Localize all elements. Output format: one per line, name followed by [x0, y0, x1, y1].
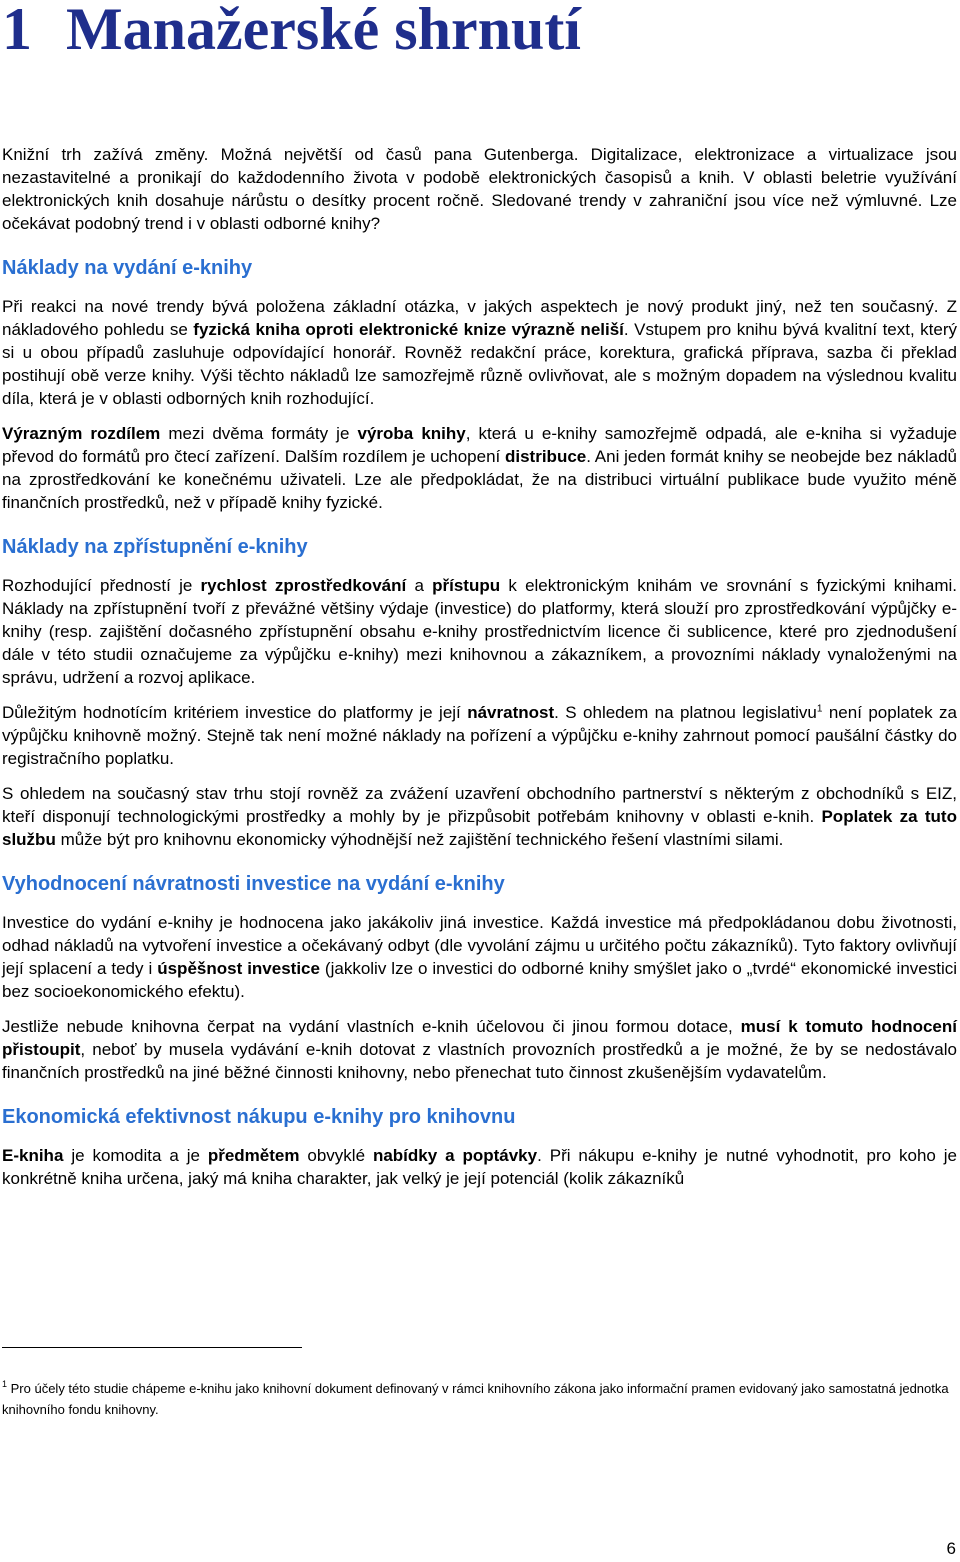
- chapter-title-text: Manažerské shrnutí: [66, 0, 581, 62]
- section-heading: Náklady na vydání e-knihy: [2, 257, 253, 279]
- bold-run: fyzická kniha oproti elektronické knize výrazně neliší: [193, 320, 624, 339]
- section-heading: Ekonomická efektivnost nákupu e-knihy pro knihovnu: [2, 1106, 516, 1128]
- text-run: k elektronickým knihám ve srovnání s fyzickými knihami. Náklady na zpřístupnění tvoří z převážné většiny výdaje (investice) do platformy, která slouží pro zprostředkování výpůjčky e-knihy (resp. zajištění dočasného zpřístupnění obsahu e-knihy prostřednictvím licence či sublicence, které pro zjednodušení dále v této studii označujeme za výpůjčku e-knihy) mezi knihovnou a zákazníkem, a provozními náklady vynaloženými na správu, udržení a rozvoj aplikace.: [2, 576, 957, 687]
- intro-paragraph: Knižní trh zažívá změny. Možná největší od časů pana Gutenberga. Digitalizace, elektronizace a virtualizace jsou nezastavitelné a pronikají do každodenního života v podobě elektronických časopisů a knih. V oblasti beletrie využívání elektronických knih dosahuje nárůstu o desítky procent ročně. Sledované trendy v zahraniční jsou více než výmluvné. Lze očekávat podobný trend i v oblasti odborné knihy?: [2, 145, 957, 233]
- text-run: Při reakci na nové trendy bývá položena základní otázka, v jakých aspektech je nový produkt jiný, než ten současný. Z nákladového pohledu se: [2, 297, 957, 339]
- footnote-reference[interactable]: 1: [816, 703, 823, 715]
- text-run: je komodita a je: [63, 1146, 208, 1165]
- paragraph: [2, 295, 957, 410]
- text-run: . S ohledem na platnou legislativu: [554, 703, 817, 722]
- paragraph: [2, 782, 957, 851]
- document-body: [2, 143, 957, 1202]
- text-run: obvyklé: [299, 1146, 373, 1165]
- bold-run: návratnost: [467, 703, 555, 722]
- bold-run: E-kniha: [2, 1146, 64, 1165]
- text-run: . Vstupem pro knihu bývá kvalitní text, který si u obou případů zasluhuje odpovídající honorář. Rovněž redakční práce, korektura, grafická příprava, sazba či překlad postihují obě verze knihy. Výši těchto nákladů lze samozřejmě různě ovlivňovat, ale s možným dopadem na výslednou kvalitu díla, která je v oblasti odborných knih rozhodující.: [2, 320, 957, 408]
- text-run: Rozhodující předností je: [2, 576, 201, 595]
- footnote-text: Pro účely této studie chápeme e-knihu jako knihovní dokument definovaný v rámci knihovního zákona jako informační pramen evidovaný jako samostatná jednotka knihovního fondu knihovny.: [2, 1381, 949, 1417]
- text-run: . Při nákupu e-knihy je nutné vyhodnotit, pro koho je konkrétně kniha určena, jaký má kniha charakter, jak velký je její potenciál (kolik zákazníků: [2, 1146, 958, 1188]
- paragraph: [2, 422, 957, 514]
- text-run: mezi dvěma formáty je: [160, 424, 358, 443]
- text-run: , neboť by musela vydávání e-knih dotovat z vlastních provozních prostředků a je možné, že by se nedostávalo finančních prostředků na jiné běžné činnosti knihovny, nebo přenechat tuto činnost zkušenějším vydavatelům.: [2, 1040, 957, 1082]
- text-run: může být pro knihovnu ekonomicky výhodnější než zajištění technického řešení vlastními silami.: [55, 830, 784, 849]
- bold-run: Poplatek za tuto službu: [2, 807, 957, 849]
- text-run: není poplatek za výpůjčku knihovně možný. Stejně tak není možné náklady na pořízení a výpůjčku e-knihy zahrnout pomocí paušální částky do registračního poplatku.: [2, 703, 957, 768]
- bold-run: výroba knihy: [357, 424, 466, 443]
- chapter-number: 1: [2, 0, 32, 62]
- paragraph: [2, 701, 957, 770]
- bold-run: přístupu: [432, 576, 501, 595]
- section-heading: Vyhodnocení návratnosti investice na vydání e-knihy: [2, 873, 505, 895]
- paragraph: [2, 574, 957, 689]
- chapter-title: [2, 0, 581, 64]
- text-run: , která u e-knihy samozřejmě odpadá, ale e-kniha si vyžaduje převod do formátů pro čtecí zařízení. Dalším rozdílem je uchopení: [2, 424, 958, 466]
- text-run: a: [406, 576, 433, 595]
- bold-run: Výrazným rozdílem: [2, 424, 161, 443]
- text-run: Důležitým hodnotícím kritériem investice do platformy je její: [2, 703, 468, 722]
- footnote: [2, 1378, 957, 1420]
- page-number: 6: [946, 1539, 956, 1558]
- paragraph: [2, 1015, 957, 1084]
- text-run: (jakkoliv lze o investici do odborné knihy smýšlet jako o „tvrdé“ ekonomické investici bez socioekonomického efektu).: [2, 959, 958, 1001]
- text-run: S ohledem na současný stav trhu stojí rovněž za zvážení uzavření obchodního partnerství s některým z obchodníků s EIZ, kteří disponují technologickými prostředky a mohly by je přizpůsobit potřebám knihovny v oblasti e-knih.: [2, 784, 957, 826]
- footnote-separator: [2, 1347, 302, 1348]
- paragraph: [2, 1144, 957, 1190]
- paragraph: [2, 911, 957, 1003]
- bold-run: distribuce: [505, 447, 587, 466]
- bold-run: předmětem: [207, 1146, 300, 1165]
- text-run: Investice do vydání e-knihy je hodnocena jako jakákoliv jiná investice. Každá investice má předpokládanou dobu životnosti, odhad nákladů na vytvoření investice a očekávaný odbyt (dle vyvolání zájmu u určitého počtu zákazníků). Tyto faktory ovlivňují její splacení a tedy i: [2, 913, 957, 978]
- bold-run: nabídky a poptávky: [372, 1146, 538, 1165]
- bold-run: úspěšnost investice: [157, 959, 320, 978]
- bold-run: rychlost zprostředkování: [200, 576, 407, 595]
- text-run: Jestliže nebude knihovna čerpat na vydání vlastních e-knih účelovou či jinou formou dotace,: [2, 1017, 741, 1036]
- bold-run: musí k tomuto hodnocení přistoupit: [2, 1017, 957, 1059]
- text-run: . Ani jeden formát knihy se neobejde bez nákladů na zprostředkování ke konečnému uživateli. Lze ale předpokládat, že na distribuci virtuální publikace bude využito méně finančních prostředků, než v případě knihy fyzické.: [2, 447, 957, 512]
- footnote-mark: 1: [2, 1379, 8, 1389]
- section-heading: Náklady na zpřístupnění e-knihy: [2, 536, 308, 558]
